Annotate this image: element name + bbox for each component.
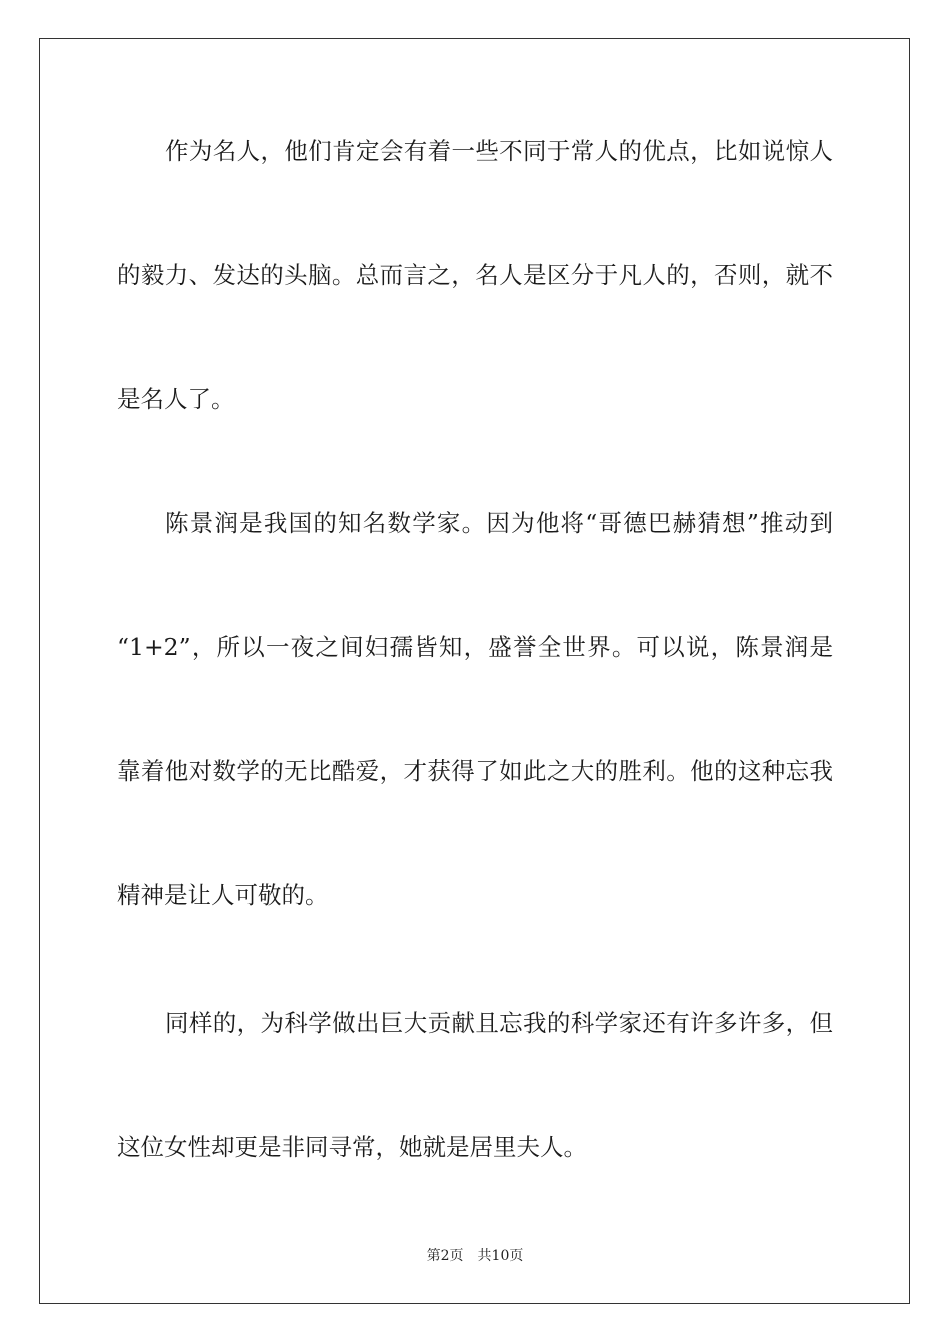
paragraph-2-line-1: 陈景润是我国的知名数学家。因为他将“哥德巴赫猜想”推动到 xyxy=(165,509,833,537)
page-border xyxy=(39,38,910,1304)
paragraph-2-line-4: 精神是让人可敬的。 xyxy=(117,881,329,909)
paragraph-2-line-2: “1+2”，所以一夜之间妇孺皆知，盛誉全世界。可以说，陈景润是 xyxy=(117,633,833,661)
paragraph-1-line-1: 作为名人，他们肯定会有着一些不同于常人的优点，比如说惊人 xyxy=(165,137,833,165)
page-number-footer: 第2页 共10页 xyxy=(426,1248,524,1264)
paragraph-1-line-2: 的毅力、发达的头脑。总而言之，名人是区分于凡人的，否则，就不 xyxy=(117,261,833,289)
paragraph-1-line-3: 是名人了。 xyxy=(117,385,235,413)
paragraph-2-line-3: 靠着他对数学的无比酷爱，才获得了如此之大的胜利。他的这种忘我 xyxy=(117,757,833,785)
paragraph-3-line-1: 同样的，为科学做出巨大贡献且忘我的科学家还有许多许多，但 xyxy=(165,1009,833,1037)
paragraph-3-line-2: 这位女性却更是非同寻常，她就是居里夫人。 xyxy=(117,1133,587,1161)
